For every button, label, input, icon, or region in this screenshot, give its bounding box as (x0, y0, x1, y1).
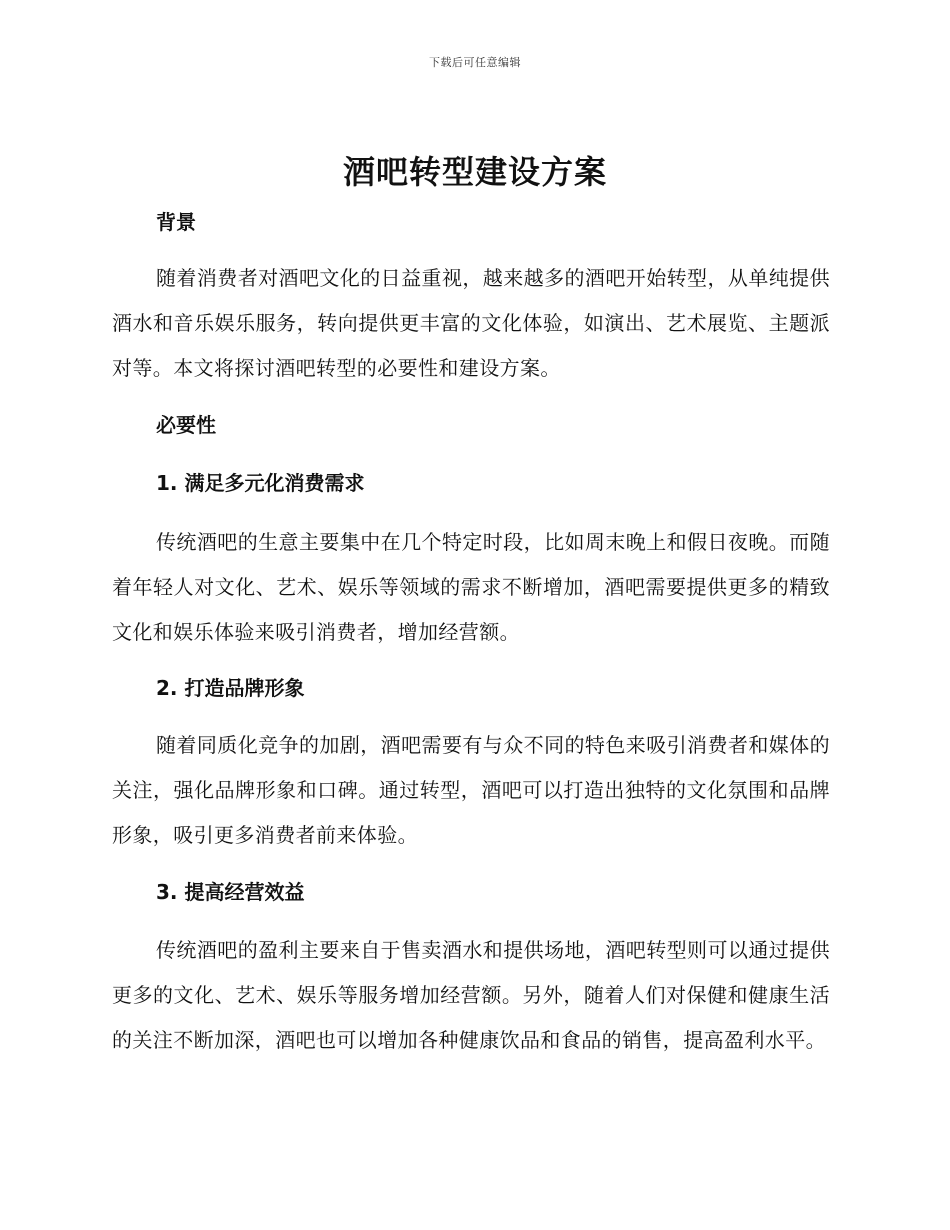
subheading-point-1: 1. 满足多元化消费需求 (156, 471, 365, 495)
subheading-point-3: 3. 提高经营效益 (156, 880, 305, 904)
header-note: 下载后可任意编辑 (429, 56, 521, 69)
subheading-point-2: 2. 打造品牌形象 (156, 676, 305, 700)
paragraph-point-3: 传统酒吧的盈利主要来自于售卖酒水和提供场地，酒吧转型则可以通过提供更多的文化、艺术、娱乐等服务增加经营额。另外，随着人们对保健和健康生活的关注不断加深，酒吧也可以增加各种健康饮品和食品的销售，提高盈利水平。 (112, 938, 830, 1052)
paragraph-point-1: 传统酒吧的生意主要集中在几个特定时段，比如周末晚上和假日夜晚。而随着年轻人对文化、艺术、娱乐等领域的需求不断增加，酒吧需要提供更多的精致文化和娱乐体验来吸引消费者，增加经营额。 (112, 530, 830, 644)
section-heading-background: 背景 (156, 210, 196, 234)
paragraph-point-2: 随着同质化竞争的加剧，酒吧需要有与众不同的特色来吸引消费者和媒体的关注，强化品牌形象和口碑。通过转型，酒吧可以打造出独特的文化氛围和品牌形象，吸引更多消费者前来体验。 (112, 733, 830, 847)
section-heading-necessity: 必要性 (156, 413, 216, 437)
document-title: 酒吧转型建设方案 (342, 153, 607, 191)
paragraph-background: 随着消费者对酒吧文化的日益重视，越来越多的酒吧开始转型，从单纯提供酒水和音乐娱乐服务，转向提供更丰富的文化体验，如演出、艺术展览、主题派对等。本文将探讨酒吧转型的必要性和建设方案。 (112, 266, 830, 380)
